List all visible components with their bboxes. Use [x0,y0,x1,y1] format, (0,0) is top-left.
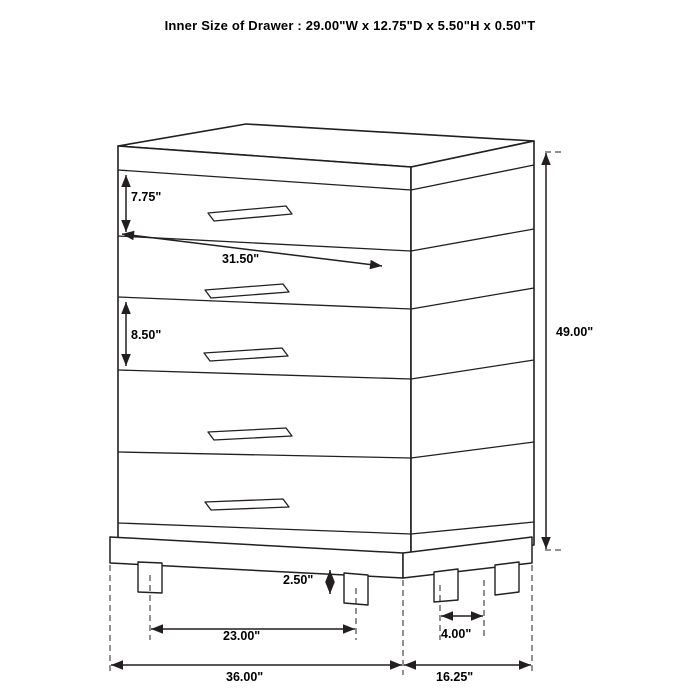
dim-label-overall-width: 36.00" [226,670,264,684]
dim-label-foot-span: 23.00" [223,629,261,643]
chest-body-outline [118,124,534,557]
dim-label-foot-depth: 4.00" [441,627,472,641]
dim-label-leg-height: 2.50" [283,573,314,587]
dim-label-top-drawer-height: 7.75" [131,190,162,204]
dim-label-second-drawer-height: 8.50" [131,328,162,342]
dim-label-overall-depth: 16.25" [436,670,474,684]
dim-label-drawer-width: 31.50" [222,252,260,266]
dim-label-overall-height: 49.00" [556,325,594,339]
page-title: Inner Size of Drawer : 29.00"W x 12.75"D x 5.50"H x 0.50"T [164,18,536,33]
